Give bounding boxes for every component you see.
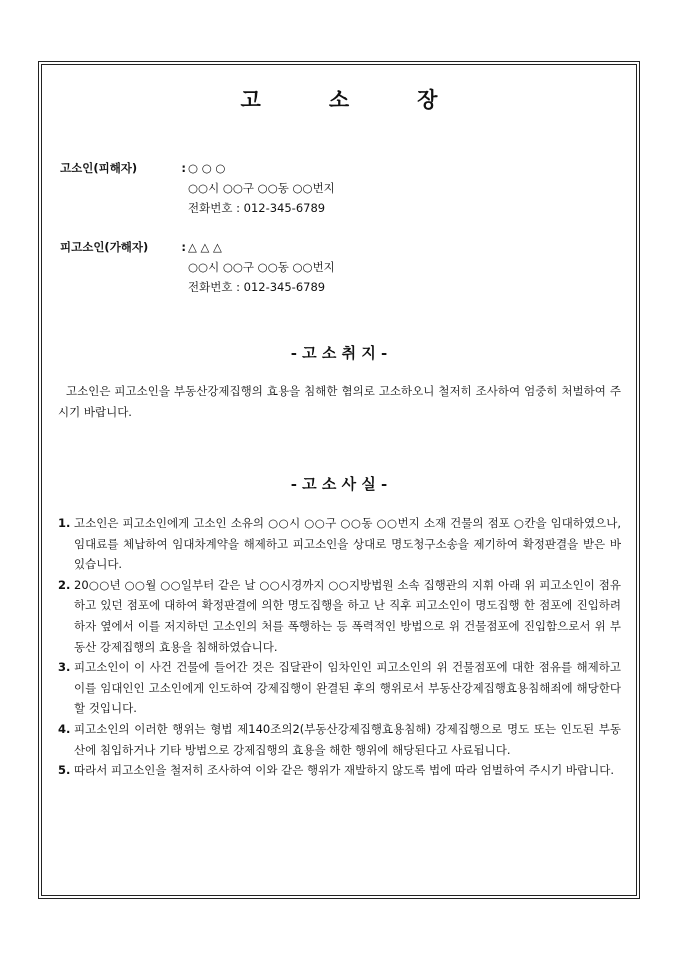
fact-number: 2. bbox=[58, 577, 71, 592]
fact-text: 20○○년 ○○월 ○○일부터 같은 날 ○○시경까지 ○○지방법원 소속 집행관의 지휘 아래 위 피고소인이 점유하고 있던 점포에 대하여 확정판결에 의한 명도집행을 하고 난 직후 피고소인이 명도집행 한 점포에 진입하려하자 옆에서 이를 저지하던 고소인의 처를 폭행하는 등 폭력적인 방법으로 위 건물점포에 진입함으로서 위 부동산 강제집행의 효용을 침해하였습니다. bbox=[74, 577, 621, 654]
accused-colon: : bbox=[181, 240, 186, 254]
complainant-colon: : bbox=[181, 161, 186, 175]
complainant-address: ○○시 ○○구 ○○동 ○○번지 bbox=[188, 181, 335, 195]
title-char: 고 bbox=[240, 87, 261, 112]
title-char: 장 bbox=[417, 87, 438, 112]
title-char: 소 bbox=[328, 87, 350, 112]
accused-label: 피고소인(가해자) : bbox=[60, 237, 186, 257]
fact-text: 피고소인이 이 사건 건물에 들어간 것은 집달관이 임차인인 피고소인의 위 건물점포에 대한 점유를 해제하고 이를 임대인인 고소인에게 인도하여 강제집행이 완결된 후의 행위로서 부동산강제집행효용침해죄에 해당한다할 것입니다. bbox=[74, 660, 621, 716]
fact-item bbox=[58, 760, 621, 781]
purpose-heading: - 고 소 취 지 - bbox=[290, 344, 388, 362]
fact-text: 고소인은 피고소인에게 고소인 소유의 ○○시 ○○구 ○○동 ○○번지 소재 건물의 점포 ○칸을 임대하였으나, 임대료를 체납하여 임대차계약을 해제하고 피고소인을 상대로 명도청구소송을 제기하여 확정판결을 받은 바 있습니다. bbox=[74, 516, 621, 572]
fact-item bbox=[58, 719, 621, 760]
complainant-phone: 전화번호 : 012-345-6789 bbox=[188, 201, 326, 215]
facts-heading: - 고 소 사 실 - bbox=[290, 475, 388, 493]
fact-item bbox=[58, 513, 621, 575]
fact-number: 5. bbox=[58, 763, 71, 778]
document-title bbox=[41, 84, 637, 114]
facts-list bbox=[58, 513, 621, 781]
fact-item bbox=[58, 575, 621, 657]
fact-number: 1. bbox=[58, 516, 71, 530]
complainant-label: 고소인(피해자) : bbox=[60, 158, 186, 178]
fact-text: 따라서 피고소인을 철저히 조사하여 이와 같은 행위가 재발하지 않도록 법에 따라 엄벌하여 주시기 바랍니다. bbox=[74, 763, 614, 778]
fact-item bbox=[58, 657, 621, 719]
accused-address: ○○시 ○○구 ○○동 ○○번지 bbox=[188, 260, 335, 274]
accused-phone: 전화번호 : 012-345-6789 bbox=[188, 280, 326, 294]
complainant-name: ○ ○ ○ bbox=[188, 161, 226, 175]
fact-text: 피고소인의 이러한 행위는 형법 제140조의2(부동산강제집행효용침해) 강제집행으로 명도 또는 인도된 부동산에 침입하거나 기타 방법으로 강제집행의 효용을 해한 행위에 해당된다고 사료됩니다. bbox=[74, 721, 621, 757]
fact-number: 4. bbox=[58, 721, 71, 736]
accused-name: △ △ △ bbox=[188, 240, 222, 254]
purpose-text: 고소인은 피고소인을 부동산강제집행의 효용을 침해한 혐의로 고소하오니 철저히 조사하여 엄중히 처벌하여 주시기 바랍니다. bbox=[58, 384, 621, 419]
fact-number: 3. bbox=[58, 660, 71, 675]
